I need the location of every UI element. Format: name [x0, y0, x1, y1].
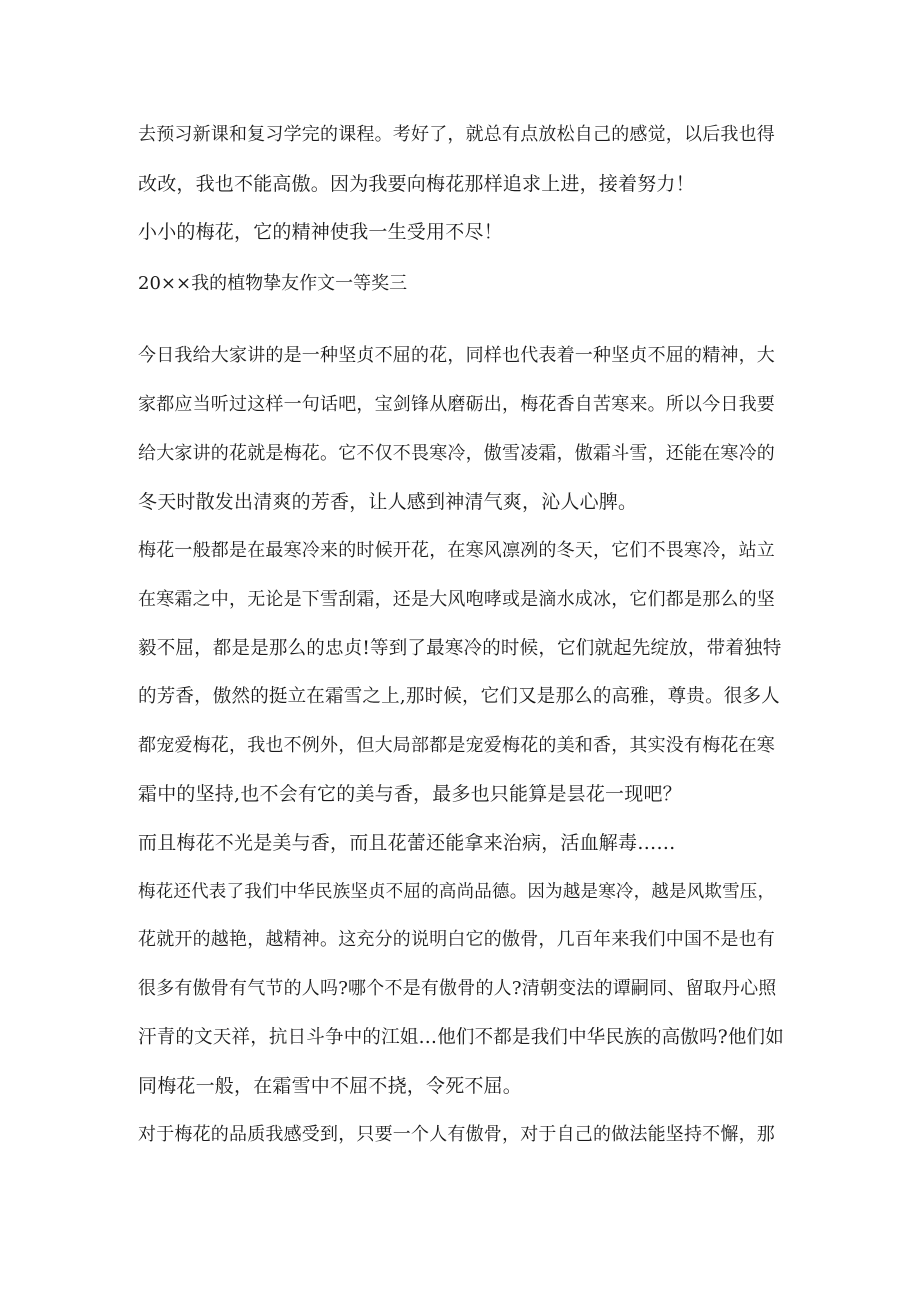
text-line: 都宠爱梅花，我也不例外，但大局部都是宠爱梅花的美和香，其实没有梅花在寒: [138, 735, 775, 756]
text-line: 去预习新课和复习学完的课程。考好了，就总有点放松自己的感觉，以后我也得: [138, 124, 775, 145]
text-line: 毅不屈，都是是那么的忠贞!等到了最寒冷的时候，它们就起先绽放，带着独特: [138, 638, 782, 659]
text-line: 小小的梅花，它的精神使我一生受用不尽！: [138, 221, 503, 243]
text-line: 梅花一般都是在最寒冷来的时候开花，在寒风凛冽的冬天，它们不畏寒冷，站立: [138, 540, 775, 561]
text-line: 给大家讲的花就是梅花。它不仅不畏寒冷，傲雪凌霜，傲霜斗雪，还能在寒冷的: [138, 443, 775, 464]
text-line: 在寒霜之中，无论是下雪刮霜，还是大风咆哮或是滴水成冰，它们都是那么的坚: [138, 589, 775, 610]
text-line: 冬天时散发出清爽的芳香，让人感到神清气爽，沁人心脾。: [138, 491, 638, 513]
text-line: 梅花还代表了我们中华民族坚贞不屈的高尚品德。因为越是寒冷，越是风欺雪压，: [138, 882, 776, 902]
text-line: 而且梅花不光是美与香，而且花蕾还能拿来治病，活血解毒……: [138, 832, 676, 854]
text-line: 霜中的坚持,也不会有它的美与香，最多也只能算是昙花一现吧？: [138, 783, 682, 805]
text-line: 今日我给大家讲的是一种坚贞不屈的花，同样也代表着一种坚贞不屈的精神，大: [138, 345, 775, 366]
text-line: 花就开的越艳，越精神。这充分的说明白它的傲骨，几百年来我们中国不是也有: [138, 929, 775, 950]
text-line: 的芳香，傲然的挺立在霜雪之上,那时候，它们又是那么的高雅，尊贵。很多人: [138, 686, 780, 707]
text-line: 很多有傲骨有气节的人吗?哪个不是有傲骨的人?清朝变法的谭嗣同、留取丹心照: [138, 978, 777, 999]
text-line: 汗青的文天祥，抗日斗争中的江姐…他们不都是我们中华民族的高傲吗?他们如: [138, 1027, 784, 1048]
text-line: 同梅花一般，在霜雪中不屈不挠，令死不屈。: [138, 1075, 523, 1097]
text-line: 家都应当听过这样一句话吧，宝剑锋从磨砺出，梅花香自苦寒来。所以今日我要: [138, 394, 775, 415]
text-line: 改改，我也不能高傲。因为我要向梅花那样追求上进，接着努力！: [138, 173, 695, 195]
text-line: 对于梅花的品质我感受到，只要一个人有傲骨，对于自己的做法能坚持不懈，那: [138, 1124, 775, 1145]
section-heading: 20××我的植物挚友作文一等奖三: [138, 273, 408, 294]
